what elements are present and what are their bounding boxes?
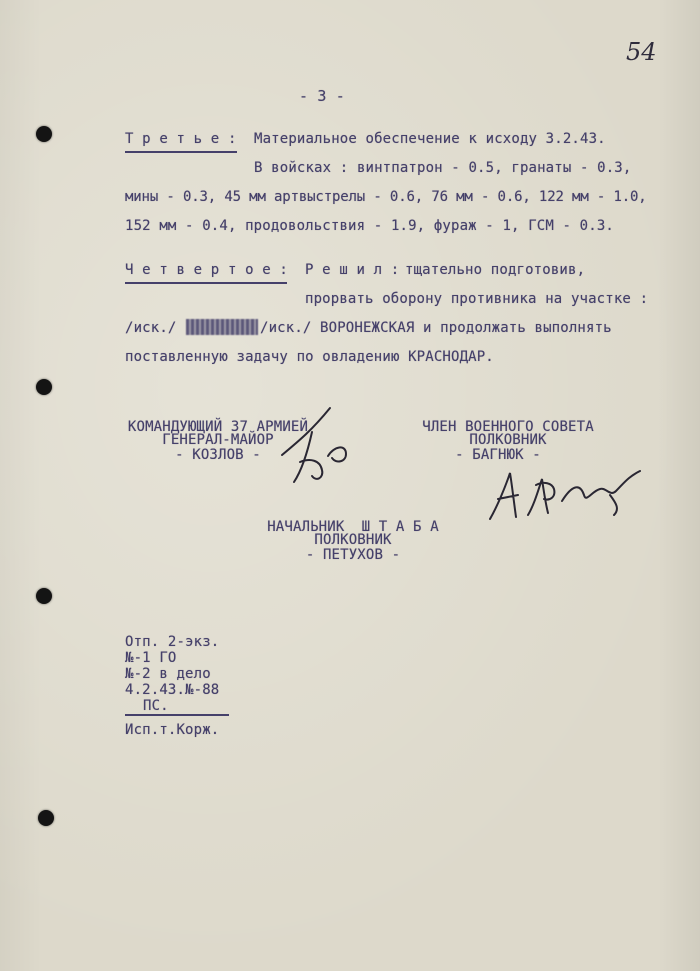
commander-title: КОМАНДУЮЩИЙ 37 АРМИЕЙ xyxy=(127,419,309,435)
binder-hole-4 xyxy=(38,810,54,826)
section-third-line-3: мины - 0.3, 45 мм артвыстрелы - 0.6, 76 мм - 0.6, 122 мм - 1.0, xyxy=(125,189,647,205)
council-member-rank: ПОЛКОВНИК xyxy=(469,432,547,448)
redacted-place-name xyxy=(186,319,258,335)
commander-rank: ГЕНЕРАЛ-МАЙОР xyxy=(162,432,274,448)
section-third-line-1: Материальное обеспечение к исходу 3.2.43. xyxy=(254,131,606,147)
distribution-line-2: №-1 ГО xyxy=(125,650,177,666)
council-member-signature xyxy=(484,455,664,525)
commander-name: - КОЗЛОВ - xyxy=(175,447,261,463)
section-fourth-line-1: тщательно подготовив, xyxy=(405,262,586,278)
commander-signature xyxy=(272,400,372,490)
chief-of-staff-title: НАЧАЛЬНИК Ш Т А Б А xyxy=(267,519,439,535)
chief-of-staff-name: - ПЕТУХОВ - xyxy=(305,547,401,563)
binder-hole-2 xyxy=(36,379,52,395)
distribution-line-5: ПС. xyxy=(143,698,169,714)
section-third-line-2: В войсках : винтпатрон - 0.5, гранаты - 0.3, xyxy=(254,160,632,176)
council-member-name: - БАГНЮК - xyxy=(455,447,541,463)
chief-of-staff-rank: ПОЛКОВНИК xyxy=(314,532,392,548)
council-member-title: ЧЛЕН ВОЕННОГО СОВЕТА xyxy=(422,419,594,435)
section-fourth-heading: Ч е т в е р т о е : xyxy=(125,262,288,278)
section-fourth-underline xyxy=(125,282,287,284)
section-fourth-line-3a: /иск./ xyxy=(125,320,186,336)
section-fourth-line-2: прорвать оборону противника на участке : xyxy=(305,291,649,307)
distribution-underline xyxy=(125,714,229,716)
binder-hole-1 xyxy=(36,126,52,142)
handwritten-page-number: 54 xyxy=(626,38,657,66)
binder-hole-3 xyxy=(36,588,52,604)
chief-of-staff-block xyxy=(233,519,473,563)
section-fourth-line-3b: /иск./ ВОРОНЕЖСКАЯ и продолжать выполнять xyxy=(260,320,612,336)
executor-line: Исп.т.Корж. xyxy=(125,722,220,738)
typed-page-number: - 3 - xyxy=(299,87,345,105)
section-third-heading: Т р е т ь е : xyxy=(125,131,237,147)
distribution-block xyxy=(125,634,265,714)
distribution-line-4: 4.2.43.№-88 xyxy=(125,682,220,698)
decided-label: Р е ш и л : xyxy=(305,262,400,278)
section-fourth-line-4: поставленную задачу по овладению КРАСНОДАР. xyxy=(125,349,494,365)
section-third-line-4: 152 мм - 0.4, продовольствия - 1.9, фураж - 1, ГСМ - 0.3. xyxy=(125,218,614,234)
section-third-underline xyxy=(125,151,237,153)
distribution-line-1: Отп. 2-экз. xyxy=(125,634,220,650)
distribution-line-3: №-2 в дело xyxy=(125,666,211,682)
